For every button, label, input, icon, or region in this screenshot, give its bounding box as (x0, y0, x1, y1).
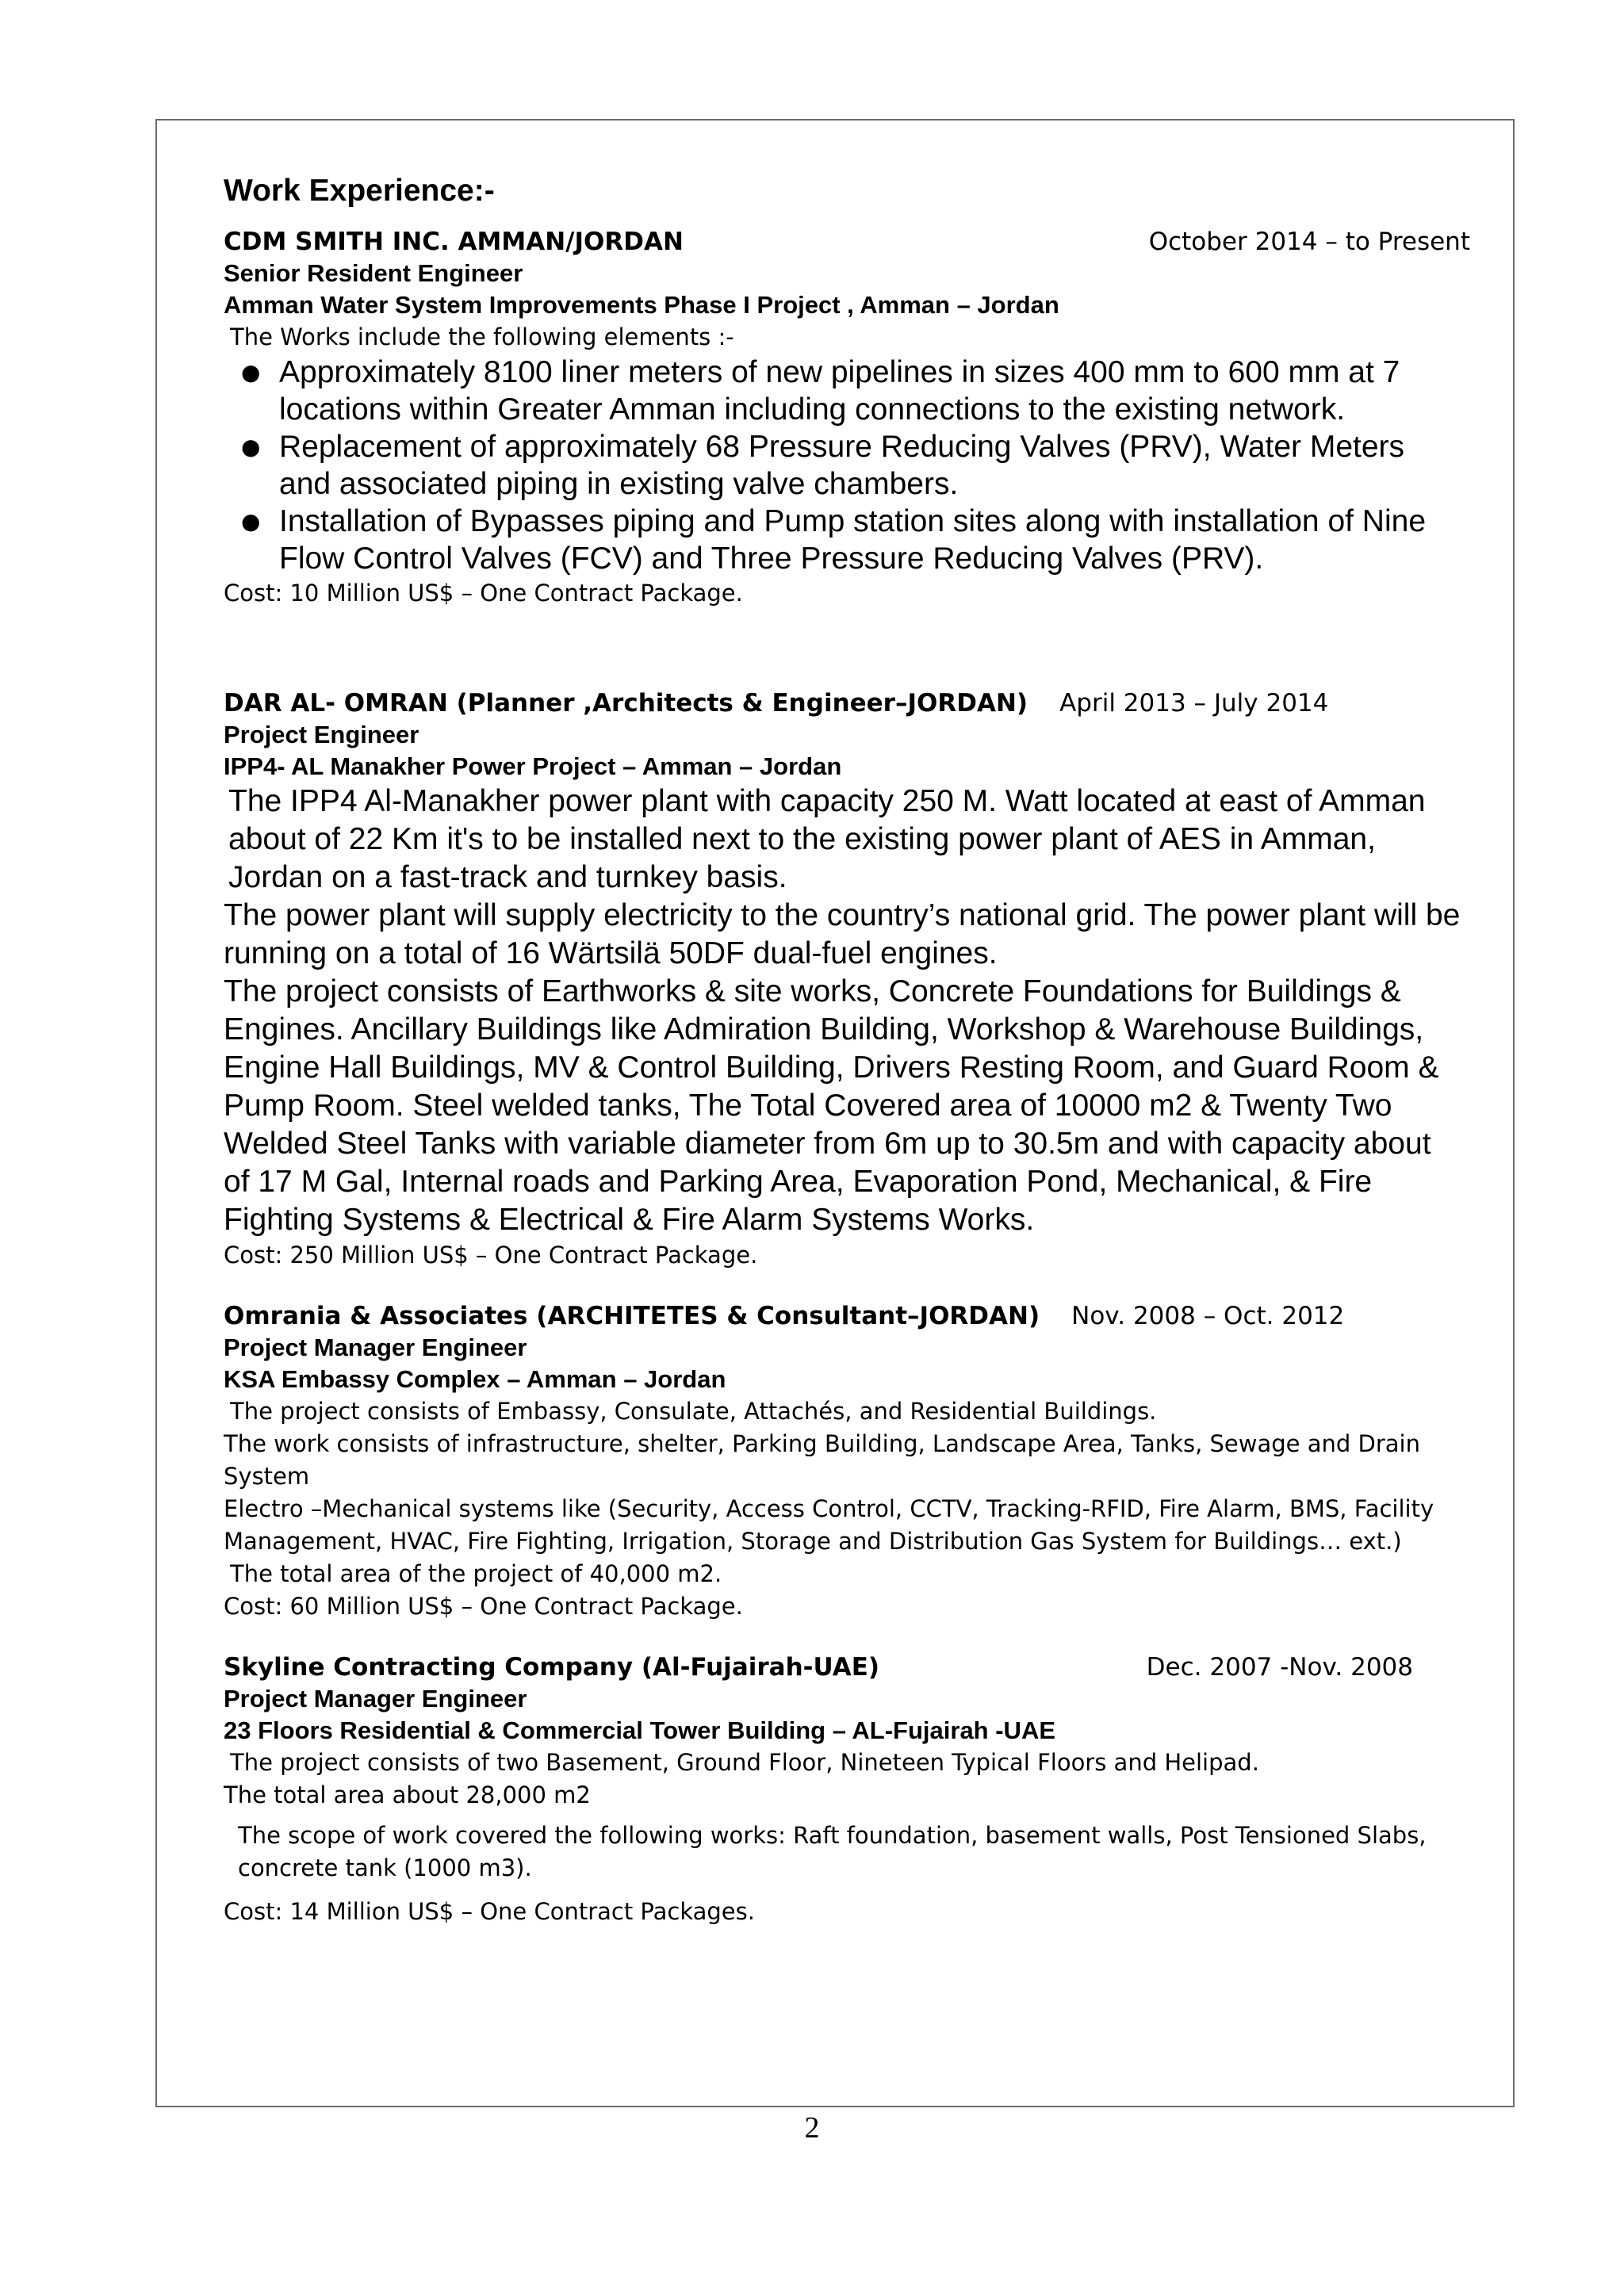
works-bullet-list (224, 354, 1461, 577)
bullet-icon: ● (241, 507, 261, 534)
project-description: The total area of the project of 40,000 m2. (230, 1559, 722, 1587)
work-experience-section (224, 173, 1470, 1928)
project-title: 23 Floors Residential & Commercial Tower Building – AL-Fujairah -UAE (224, 1716, 1056, 1744)
job-header (224, 687, 1461, 719)
job-cost: Cost: 10 Million US$ – One Contract Package. (224, 579, 743, 607)
project-description: The power plant will supply electricity to the country’s national grid. The power plant will be running on a total of 16 Wärtsilä 50DF dual-fuel engines. (224, 897, 1461, 970)
job-dates: Dec. 2007 -Nov. 2008 (1146, 1652, 1413, 1682)
list-item: ● Installation of Bypasses piping and Pump station sites along with installation of Nine Flow Control Valves (FCV) and Three Pressure Reducing Valves (PRV). (241, 503, 1427, 576)
job-cost: Cost: 250 Million US$ – One Contract Package. (224, 1241, 758, 1269)
company-name: Omrania & Associates (ARCHITETES & Consultant–JORDAN) (224, 1301, 1040, 1330)
job-dates: April 2013 – July 2014 (1059, 688, 1329, 718)
project-description: The total area about 28,000 m2 (224, 1781, 591, 1808)
job-entry-skyline (224, 1651, 1461, 1928)
project-description: The work consists of infrastructure, shelter, Parking Building, Landscape Area, Tanks, Sewage and Drain System (224, 1429, 1420, 1490)
project-description: Electro –Mechanical systems like (Security, Access Control, CCTV, Tracking-RFID, Fire Alarm, BMS, Facility Management, HVAC, Fire Fighting, Irrigation, Storage and Distribution Gas System for Buildings… ext.) (224, 1494, 1434, 1555)
job-dates: October 2014 – to Present (1148, 227, 1470, 256)
job-entry-omrania (224, 1300, 1461, 1623)
project-title: KSA Embassy Complex – Amman – Jordan (224, 1364, 726, 1393)
job-dates: Nov. 2008 – Oct. 2012 (1071, 1301, 1345, 1330)
section-heading: Work Experience:- (224, 174, 495, 208)
project-title: Amman Water System Improvements Phase I Project , Amman – Jordan (224, 290, 1059, 319)
project-description: The project consists of Embassy, Consulate, Attachés, and Residential Buildings. (230, 1397, 1157, 1425)
project-description: The project consists of two Basement, Ground Floor, Nineteen Typical Floors and Helipad. (230, 1748, 1259, 1776)
list-item: ● Replacement of approximately 68 Pressure Reducing Valves (PRV), Water Meters and associated piping in existing valve chambers. (241, 429, 1405, 501)
project-description: The IPP4 Al-Manakher power plant with capacity 250 M. Watt located at east of Amman about of 22 Km it's to be installed next to the existing power plant of AES in Amman, Jordan on a fast-track and turnkey basis. (228, 783, 1426, 894)
job-role: Project Manager Engineer (224, 1333, 527, 1361)
job-role: Project Manager Engineer (224, 1684, 527, 1712)
list-item: ● Approximately 8100 liner meters of new pipelines in sizes 400 mm to 600 mm at 7 locations within Greater Amman including connections to the existing network. (241, 354, 1400, 427)
company-name: Skyline Contracting Company (Al-Fujairah-UAE) (224, 1652, 880, 1682)
job-role: Senior Resident Engineer (224, 258, 523, 287)
project-title: IPP4- AL Manakher Power Project – Amman – Jordan (224, 752, 842, 780)
bullet-icon: ● (241, 433, 261, 460)
works-intro: The Works include the following elements :- (230, 323, 734, 350)
project-description: The scope of work covered the following works: Raft foundation, basement walls, Post Tensioned Slabs, concrete tank (1000 m3). (238, 1821, 1427, 1881)
company-name: CDM SMITH INC. AMMAN/JORDAN (224, 227, 684, 256)
job-header (224, 226, 1470, 258)
job-entry-cdm-smith (224, 226, 1470, 610)
page-number: 2 (804, 2111, 820, 2145)
company-name: DAR AL- OMRAN (Planner ,Architects & Engineer–JORDAN) (224, 688, 1028, 718)
job-role: Project Engineer (224, 720, 419, 748)
job-entry-dar-al-omran (224, 687, 1461, 1272)
job-cost: Cost: 14 Million US$ – One Contract Packages. (224, 1897, 755, 1925)
job-header (224, 1651, 1461, 1683)
job-cost: Cost: 60 Million US$ – One Contract Package. (224, 1592, 743, 1620)
bullet-icon: ● (241, 358, 261, 385)
job-header (224, 1300, 1461, 1332)
project-description: The project consists of Earthworks & site works, Concrete Foundations for Buildings & Engines. Ancillary Buildings like Admiration Building, Workshop & Warehouse Buildings, Engine Hall Buildings, MV & Control Building, Drivers Resting Room, and Guard Room & Pump Room. Steel welded tanks, The Total Covered area of 10000 m2 & Twenty Two Welded Steel Tanks with variable diameter from 6m up to 30.5m and with capacity about of 17 M Gal, Internal roads and Parking Area, Evaporation Pond, Mechanical, & Fire Fighting Systems & Electrical & Fire Alarm Systems Works. (224, 974, 1439, 1237)
